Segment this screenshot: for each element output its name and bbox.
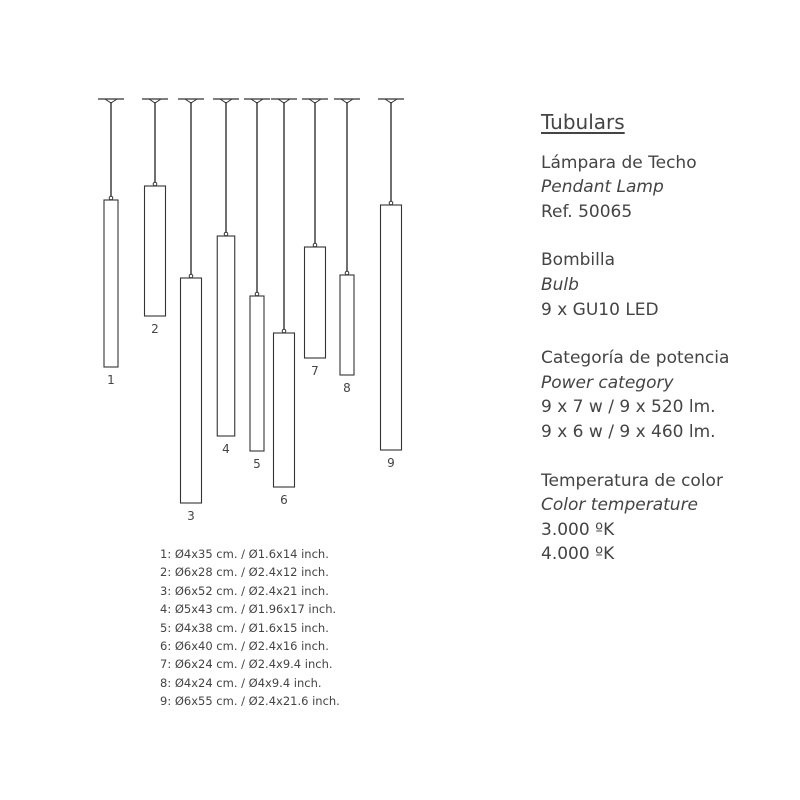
product-name-en: Pendant Lamp — [541, 177, 664, 198]
lamp-label-5: 5 — [253, 457, 261, 471]
dimension-row-6: 6: Ø6x40 cm. / Ø2.4x16 inch. — [160, 639, 329, 654]
dimensions-list — [160, 545, 340, 711]
dimension-row-7: 7: Ø6x24 cm. / Ø2.4x9.4 inch. — [160, 657, 333, 672]
dimension-row-1: 1: Ø4x35 cm. / Ø1.6x14 inch. — [160, 547, 329, 561]
lamp-label-1: 1 — [107, 373, 115, 387]
lamp-tube-5 — [250, 296, 264, 451]
product-name-es: Lámpara de Techo — [541, 152, 697, 173]
lamp-label-7: 7 — [311, 364, 319, 378]
temperature-section — [541, 469, 791, 567]
temperature-label-es: Temperatura de color — [541, 470, 723, 491]
product-ref: Ref. 50065 — [541, 201, 633, 222]
power-value-1: 9 x 7 w / 9 x 520 lm. — [541, 397, 716, 418]
dimension-row-8: 8: Ø4x24 cm. / Ø4x9.4 inch. — [160, 675, 322, 690]
lamp-tube-3 — [181, 278, 202, 503]
spec-panel — [541, 110, 791, 591]
connector-2 — [153, 182, 157, 186]
dimension-row-2: 2: Ø6x28 cm. / Ø2.4x12 inch. — [160, 565, 329, 580]
lamp-label-8: 8 — [343, 381, 351, 395]
connector-6 — [282, 329, 286, 333]
dimension-row-9: 9: Ø6x55 cm. / Ø2.4x21.6 inch. — [160, 694, 340, 709]
connector-5 — [255, 292, 259, 296]
bulb-label-en: Bulb — [541, 274, 579, 295]
lamp-tube-4 — [217, 236, 235, 436]
lamp-tube-8 — [340, 275, 354, 375]
temperature-label-en: Color temperature — [541, 495, 699, 516]
lamp-tube-2 — [145, 186, 166, 316]
lamp-label-2: 2 — [151, 322, 159, 336]
product-section — [541, 151, 791, 225]
bulb-label-es: Bombilla — [541, 250, 616, 271]
connector-7 — [313, 243, 317, 247]
bulb-section — [541, 248, 791, 322]
lamp-label-4: 4 — [222, 442, 230, 456]
power-section — [541, 346, 791, 444]
product-title: Tubulars — [541, 110, 625, 134]
dimension-row-5: 5: Ø4x38 cm. / Ø1.6x15 inch. — [160, 620, 329, 635]
lamp-tube-1 — [104, 200, 118, 367]
connector-8 — [345, 271, 349, 275]
connector-3 — [189, 274, 193, 278]
lamp-tube-6 — [274, 333, 295, 487]
lamp-label-3: 3 — [187, 509, 195, 523]
power-label-en: Power category — [541, 372, 674, 393]
temperature-value-1: 3.000 ºK — [541, 519, 615, 540]
dimension-row-4: 4: Ø5x43 cm. / Ø1.96x17 inch. — [160, 602, 337, 617]
connector-9 — [389, 201, 393, 205]
dimension-row-3: 3: Ø6x52 cm. / Ø2.4x21 inch. — [160, 583, 329, 598]
bulb-value: 9 x GU10 LED — [541, 299, 659, 320]
connector-1 — [109, 196, 113, 200]
lamp-tube-7 — [305, 247, 326, 358]
lamp-label-9: 9 — [387, 456, 395, 470]
power-value-2: 9 x 6 w / 9 x 460 lm. — [541, 421, 716, 442]
lamp-label-6: 6 — [280, 493, 288, 507]
connector-4 — [224, 232, 228, 236]
temperature-value-2: 4.000 ºK — [541, 544, 615, 565]
power-label-es: Categoría de potencia — [541, 348, 730, 369]
lamp-tube-9 — [381, 205, 402, 450]
